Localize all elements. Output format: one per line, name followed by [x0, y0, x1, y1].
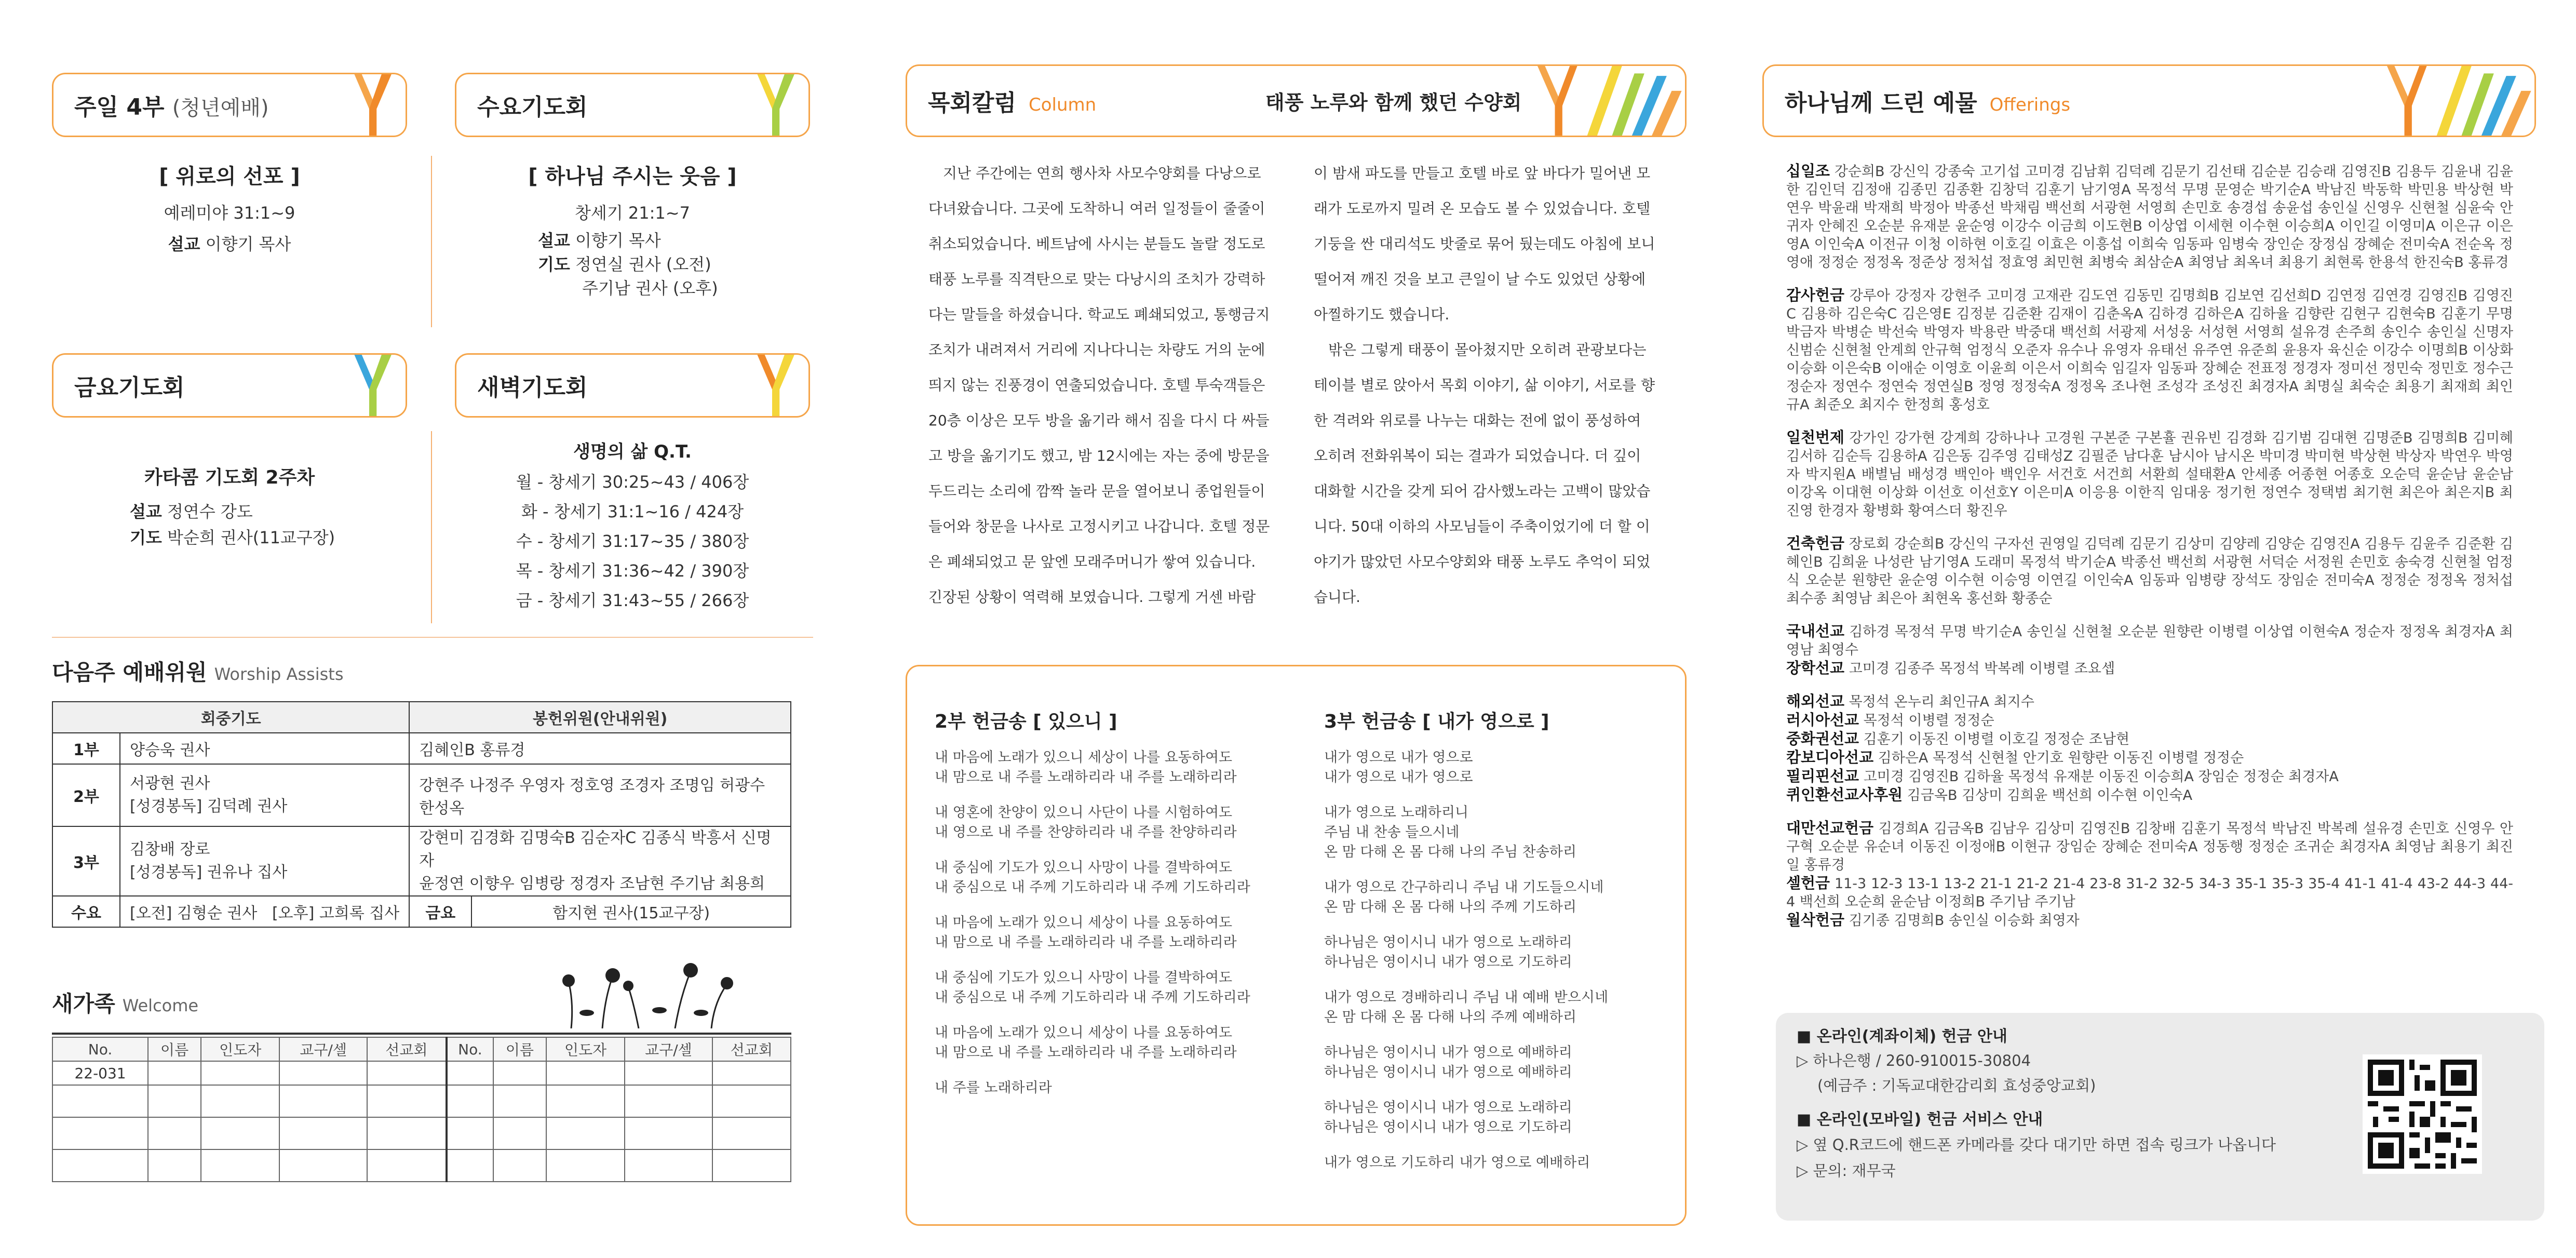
dawn-title: 새벽기도회 — [477, 374, 588, 401]
hymn-stanza — [935, 1078, 1298, 1098]
offering-type: 중화권선교 — [1786, 730, 1859, 747]
wed-value-cell: [오전] 김형순 권사 [오후] 고희록 집사 — [120, 896, 409, 927]
newfam-rule — [52, 1033, 791, 1035]
column-line: 다녀왔습니다. 그곳에 도착하니 여러 일정들이 줄줄이 — [928, 200, 1265, 217]
hymn-stanza — [1324, 803, 1677, 862]
offering-cell: 김혜인B 홍류경 — [409, 733, 791, 764]
offering-type: 감사헌금 — [1786, 286, 1845, 304]
wed-scripture: 창세기 21:1~7 — [575, 203, 690, 223]
column-headline: 태풍 노루와 함께 했던 수양회 — [1265, 91, 1522, 114]
col-header: 교구/셀 — [279, 1037, 367, 1061]
hymn-stanza — [935, 968, 1298, 1008]
stripe-logo-icon — [333, 355, 406, 416]
col-header: 선교회 — [712, 1037, 791, 1061]
preach-label: 설교 — [168, 234, 200, 254]
fri-body — [52, 457, 407, 551]
hymn-stanza — [935, 858, 1298, 898]
offering-names: 김금옥B 김상미 김희윤 백선희 이수현 이인숙A — [1907, 787, 2193, 804]
offer-list — [1786, 162, 2513, 930]
offering-type: 월삭헌금 — [1786, 911, 1845, 929]
table-row — [52, 733, 791, 764]
column-line: 지난 주간에는 연희 행사차 사모수양회를 다낭으로 — [943, 165, 1261, 182]
hymn-line: 하나님은 영이시니 내가 영으로 기도하리 — [1324, 954, 1572, 970]
offering-type: 국내선교 — [1786, 622, 1845, 640]
offering-type: 러시아선교 — [1786, 711, 1859, 729]
assist-header-prayer: 회중기도 — [52, 702, 409, 733]
prayer-name: 서광현 권사 — [130, 774, 210, 793]
offering-cell — [409, 826, 791, 896]
offering-type: 퀴인환선교사후원 — [1786, 786, 1903, 804]
offering-group — [1786, 748, 2513, 767]
offering-names: 윤정연 이향우 임병랑 정경자 조남현 주기남 최용희 — [419, 875, 765, 893]
column-line: 기둥을 싼 대리석도 밧줄로 묶어 뒀는데도 아침에 보니 — [1314, 235, 1655, 252]
fri-preacher: 정연수 강도 — [167, 502, 253, 521]
stripe-logo-icon — [1529, 66, 1685, 136]
bank-holder: (예금주 : 기독교대한감리회 효성중앙교회) — [1817, 1077, 2096, 1094]
column-line: 밖은 그렇게 태풍이 몰아쳤지만 오히려 관광보다는 — [1328, 341, 1647, 358]
assist-title-text: 다음주 예배위원 — [52, 660, 207, 685]
wed-preacher: 이향기 목사 — [575, 231, 661, 250]
offering-type: 장학선교 — [1786, 659, 1845, 677]
prayer-label: 기도 — [130, 528, 162, 547]
offering-type: 캄보디아선교 — [1786, 748, 1874, 766]
col-header: 선교회 — [367, 1037, 447, 1061]
offering-group — [1786, 534, 2513, 608]
col-header: 인도자 — [201, 1037, 279, 1061]
column-line: 은 폐쇄되었고 문 앞엔 모래주머니가 쌓여 있습니다. — [928, 553, 1256, 570]
offering-type: 해외선교 — [1786, 692, 1845, 710]
column-line: 긴장된 상황이 역력해 보였습니다. 그렇게 거센 바람 — [928, 588, 1256, 606]
hymn-stanza — [935, 913, 1298, 953]
hymn-line: 내가 영으로 내가 영으로 — [1324, 750, 1473, 766]
wed-sermon: [ 하나님 주시는 웃음 ] — [528, 165, 737, 189]
offering-names: 김기종 김명희B 송인실 이승화 최영자 — [1849, 913, 2080, 929]
service-cell: 3부 — [52, 826, 120, 896]
panel1-hdivider — [52, 637, 813, 638]
stripe-logo-icon — [736, 355, 808, 416]
table-row — [52, 1061, 791, 1085]
hymn-line: 내 맘으로 내 주를 노래하리라 내 주를 노래하리라 — [935, 934, 1237, 951]
offering-type: 대만선교헌금 — [1786, 819, 1874, 837]
service-cell: 1부 — [52, 733, 120, 764]
hymn-line: 하나님은 영이시니 내가 영으로 기도하리 — [1324, 1119, 1572, 1135]
dawn-item: 월 - 창세기 30:25~43 / 406장 — [516, 472, 749, 492]
offering-group — [1786, 286, 2513, 414]
hymn-stanza — [1324, 1043, 1677, 1082]
table-row — [52, 1085, 791, 1117]
panel1-vdivider — [431, 431, 432, 623]
prayer-cell — [120, 764, 409, 826]
contact-info: ▷ 문의: 재무국 — [1797, 1162, 1896, 1180]
hymn-stanza — [1324, 988, 1677, 1027]
offering-group — [1786, 874, 2513, 911]
offering-names: 강순희B 강신익 강종숙 고기섭 고미경 김남휘 김덕례 김문기 김선태 김순분 김승래 김영진B 김용두 김윤내 김윤한 김인덕 김정애 김종민 김종환 김창덕 김훈기 남기영A 목정석 무명 문영순 박기순A 박남진 박동학 박민용 박상현 박연우 박윤래 박재희 박정아 박종선 박채림 백선희 서광현 서영희 손민호 송경섭 송윤섭 송인실 신영우 신현철 심윤숙 안귀자 안혜진 오순분 유재분 윤순영 이강수 이금희 이도현B 이상엽 이세현 이수현 이승희A 이인길 이영미A 이은규 이은영A 이인숙A 이전규 이청 이하현 이호길 이효은 이흥섭 이희숙 임동파 임병숙 장인순 장정심 장혜순 전미숙A 전순옥 정영애 정정순 정정옥 정준상 정처섭 정효영 최민현 최병숙 최삼순A 최영남 최옥녀 최용기 최현록 한용석 한진숙B 홍류경 — [1786, 164, 2513, 271]
offering-group — [1786, 711, 2513, 730]
dawn-item: 수 - 창세기 31:17~35 / 380장 — [516, 531, 749, 551]
wed-prayer2: 주기남 권사 (오후) — [582, 278, 718, 298]
stripe-logo-icon — [333, 74, 406, 136]
offering-group — [1786, 730, 2513, 748]
table-row — [52, 1149, 791, 1182]
dawn-body — [455, 436, 810, 615]
hymn-line: 내 영혼에 찬양이 있으니 사단이 나를 시험하여도 — [935, 805, 1233, 821]
stripe-logo-icon — [736, 74, 808, 136]
flowers-icon — [556, 961, 753, 1028]
assist-title-en: Worship Assists — [214, 664, 344, 684]
hymn-stanza — [935, 803, 1298, 842]
offering-type: 십일조 — [1786, 162, 1830, 180]
column-header — [906, 64, 1687, 137]
offering-group — [1786, 767, 2513, 786]
col-header: 인도자 — [546, 1037, 625, 1061]
dawn-item: 목 - 창세기 31:36~42 / 390장 — [516, 561, 749, 581]
dawn-subject: 생명의 삶 Q.T. — [573, 441, 692, 462]
table-row — [52, 764, 791, 826]
column-line: 래가 도로까지 밀려 온 모습도 볼 수 있었습니다. 호텔 — [1314, 200, 1651, 217]
hymn3 — [1324, 706, 1677, 1188]
column-line: 아찔하기도 했습니다. — [1314, 306, 1450, 323]
offering-names: 강루아 강정자 강현주 고미경 고재관 김도연 김동민 김명희B 김보연 김선희D 김연정 김연경 김영진B 김영진C 김용하 김은숙C 김은영E 김정분 김준환 김재이 김춘옥A 김하경 김하은A 김하율 김향란 김현구 김현숙B 김훈기 무명 박금자 박병순 박선숙 박영자 박용란 박중대 백선희 서광제 서성웅 서성현 서영희 설유경 손주희 송인수 송인실 신명자 신범순 신현철 안계희 안규혁 엄정식 오준자 유수나 유영자 유태선 유주연 유준희 윤용자 육신순 이강수 이명희B 이상화 이승화 이은숙B 이애순 이영호 이윤희 이은서 이희숙 임길자 임동파 장혜순 전표정 정경자 정미선 정민숙 정민호 정수근 정순자 정연수 정연숙 정연실B 정영 정정숙A 정정옥 조나현 조성각 조성진 최경자A 최명실 최숙순 최용기 최재희 최인규A 최준오 최지수 한정희 홍성호 — [1786, 288, 2513, 413]
offering-names: 목정석 온누리 최인규A 최지수 — [1849, 694, 2034, 710]
assist-title — [52, 655, 343, 687]
offering-names: 김훈기 이동진 이병렬 이호길 정정순 조남현 — [1863, 731, 2130, 747]
hymn-stanza — [1324, 933, 1677, 972]
fri-label-cell: 금요 — [409, 896, 471, 927]
offering-group — [1786, 819, 2513, 874]
column-line: 두드리는 소리에 깜짝 놀라 문을 열어보니 종업원들이 — [928, 483, 1265, 500]
sunday-sermon: [ 위로의 선포 ] — [159, 165, 300, 189]
fri-header — [52, 353, 407, 418]
offering-names: 김경희A 김금옥B 김남우 김상미 김영진B 김창배 김훈기 목정석 박남진 박복례 설유경 손민호 신영우 안구혁 오순분 유순녀 이동진 이정애B 이현규 장임순 장혜순 전미숙A 정동행 정정순 조귀순 최경자A 최영남 최용기 최진일 홍류경 — [1786, 821, 2513, 873]
offer-header — [1762, 64, 2536, 137]
column-line: 니다. 50대 이하의 사모님들이 주축이었기에 더 할 이 — [1314, 518, 1650, 535]
sunday-preacher: 이향기 목사 — [205, 234, 291, 254]
panel1-vdivider — [431, 156, 432, 327]
sunday-body — [52, 161, 407, 260]
offering-names: 목정석 이병렬 정정순 — [1863, 713, 1994, 729]
offering-names: 장로회 강순희B 강신익 구자선 권영일 김덕례 김문기 김상미 김양레 김양순 김영진A 김용두 김윤주 김준환 김혜인B 김희윤 나성란 남기영A 도래미 목정석 박기순A 박종선 백선희 서광현 서덕순 서정원 손민호 송숙경 신현철 엄정식 오순분 원향란 윤순영 이수현 이승영 이연길 이인숙A 임동파 임병량 장석도 장임순 전미숙A 정정순 정정옥 정처섭 최수종 최영남 최은아 최현옥 홍선화 황종순 — [1786, 536, 2513, 607]
col-header: 교구/셀 — [625, 1037, 712, 1061]
newfam-title-en: Welcome — [122, 996, 199, 1015]
dawn-item: 금 - 창세기 31:43~55 / 266장 — [516, 591, 749, 610]
offer-title: 하나님께 드린 예물 — [1785, 90, 1977, 116]
hymn-line: 내가 영으로 내가 영으로 — [1324, 769, 1473, 785]
offering-group — [1786, 429, 2513, 520]
offering-names: 김하경 목정석 무명 박기순A 송인실 신현철 오순분 원향란 이병렬 이상엽 이현숙A 정순자 정정옥 최경자A 최영남 최영수 — [1786, 624, 2513, 658]
wed-prayer1: 정연실 권사 (오전) — [575, 255, 711, 274]
hymn-line: 하나님은 영이시니 내가 영으로 노래하리 — [1324, 934, 1572, 951]
column-line: 습니다. — [1314, 588, 1361, 606]
hymn-line: 내 주를 노래하리라 — [935, 1080, 1052, 1096]
hymn-line: 내 중심으로 내 주께 기도하리라 내 주께 기도하리라 — [935, 989, 1250, 1006]
prayer-label: 기도 — [538, 255, 570, 274]
column-line: 야기가 많았던 사모수양회와 태풍 노루도 추억이 되었 — [1314, 553, 1651, 570]
column-line: 띄지 않는 진풍경이 연출되었습니다. 호텔 투숙객들은 — [928, 377, 1265, 394]
sunday-subtitle: (청년예배) — [172, 96, 269, 120]
hymn-stanza — [935, 748, 1298, 787]
wed-label-cell: 수요 — [52, 896, 120, 927]
offering-type: 셀헌금 — [1786, 874, 1830, 892]
reader-name: [성경봉독] 권유나 집사 — [130, 863, 288, 881]
mobile-guide: ▷ 옆 Q.R코드에 핸드폰 카메라를 갖다 대기만 하면 접속 링크가 나옵니다 — [1797, 1136, 2276, 1154]
preach-label: 설교 — [130, 502, 162, 521]
hymn-line: 내 중심에 기도가 있으니 사망이 나를 결박하여도 — [935, 860, 1233, 876]
offering-group — [1786, 622, 2513, 659]
hymn-line: 내가 영으로 경배하리니 주님 내 예배 받으시네 — [1324, 989, 1609, 1006]
wed-header — [455, 73, 810, 137]
hymn3-title: 3부 헌금송 [ 내가 영으로 ] — [1324, 711, 1549, 732]
offering-names: 강가인 강가현 강계희 강하나나 고경원 구본준 구본휼 권유빈 김경화 김기범 김대현 김명준B 김명희B 김미혜 김서하 김순득 김용하A 김은동 김주영 김태성Z 김필준 남다훈 남시아 남시온 박미경 박미현 박상현 박상자 박연우 박영자 박지원A 배별님 배성경 백인아 백인우 서건호 서건희 서환희 설태환A 안세종 어종현 어종호 오순덕 윤순남 윤순남 이강옥 이대현 이상화 이선호 이선호Y 이은미A 이응용 이한직 임대웅 정기헌 정연수 정택범 최기현 최은아 최은지B 최진영 한경자 황병화 황여스더 황진우 — [1786, 430, 2513, 519]
column-line: 대화할 시간을 갖게 되어 감사했노라는 고백이 많았습 — [1314, 483, 1651, 500]
hymn-line: 내 마음에 노래가 있으니 세상이 나를 요동하여도 — [935, 915, 1233, 931]
offering-names: 11-3 12-3 13-1 13-2 21-1 21-2 21-4 23-8 31-2 32-5 34-3 35-1 35-3 35-4 41-1 41-4 43-2 44-3 44-4 백선희 오순희 윤순남 이정희B 주기남 주기남 — [1786, 876, 2513, 910]
column-right — [1314, 156, 1667, 615]
column-line: 조치가 내려져서 거리에 지나다니는 차량도 거의 눈에 — [928, 341, 1265, 358]
hymn-line: 내가 영으로 간구하리니 주님 내 기도들으시네 — [1324, 879, 1604, 895]
offering-names: 고미경 김영진B 김하율 목정석 유재분 이동진 이승희A 장임순 정정순 최경자A — [1863, 769, 2339, 785]
column-line: 한 격려와 위로를 나누는 대화는 전에 없이 풍성하여 — [1314, 412, 1641, 429]
assist-table — [52, 701, 791, 928]
column-line: 고 방을 옮기기도 했고, 밤 12시에는 자는 중에 방문을 — [928, 447, 1270, 464]
offering-names: 고미경 김종주 목정석 박복례 이병렬 조요셉 — [1849, 661, 2115, 677]
hymn-line: 내가 영으로 기도하리 내가 영으로 예배하리 — [1324, 1155, 1590, 1171]
hymn-line: 내 마음에 노래가 있으니 세상이 나를 요동하여도 — [935, 750, 1233, 766]
sunday-title: 주일 4부 — [74, 94, 165, 121]
offering-type: 일천번제 — [1786, 429, 1845, 446]
dawn-header — [455, 353, 810, 418]
hymn-line: 주님 내 찬송 들으시네 — [1324, 824, 1460, 840]
col-header: No. — [447, 1037, 493, 1061]
mobile-heading: ■ 온라인(모바일) 헌금 서비스 안내 — [1797, 1110, 2043, 1129]
table-row — [52, 896, 791, 927]
hymn-line: 하나님은 영이시니 내가 영으로 예배하리 — [1324, 1064, 1572, 1080]
assist-header-offering: 봉헌위원(안내위원) — [409, 702, 791, 733]
bank-heading: ■ 온라인(계좌이체) 헌금 안내 — [1797, 1027, 2007, 1046]
col-header: No. — [52, 1037, 148, 1061]
hymn2 — [935, 706, 1298, 1114]
column-line: 들어와 창문을 나사로 고정시키고 나갑니다. 호텔 정문 — [928, 518, 1270, 535]
service-cell: 2부 — [52, 764, 120, 826]
offering-group — [1786, 162, 2513, 272]
fri-value-cell: 함지현 권사(15교구장) — [471, 896, 791, 927]
table-row — [52, 1117, 791, 1149]
fri-title: 금요기도회 — [74, 374, 185, 401]
hymn-line: 하나님은 영이시니 내가 영으로 노래하리 — [1324, 1100, 1572, 1116]
col-header: 이름 — [493, 1037, 546, 1061]
hymn-stanza — [1324, 1098, 1677, 1137]
hymn-line: 내 중심으로 내 주께 기도하리라 내 주께 기도하리라 — [935, 879, 1250, 895]
column-line: 떨어져 깨진 것을 보고 큰일이 날 수도 있었던 상황에 — [1314, 271, 1646, 288]
bank-account: ▷ 하나은행 / 260-910015-30804 — [1797, 1052, 2031, 1069]
wed-body — [455, 161, 810, 300]
newfam-no: 22-031 — [52, 1061, 148, 1085]
hymn2-title: 2부 헌금송 [ 있으니 ] — [935, 711, 1117, 732]
column-line: 다는 말들을 하셨습니다. 학교도 폐쇄되었고, 통행금지 — [928, 306, 1270, 323]
offer-title-en: Offerings — [1989, 95, 2071, 115]
prayer-cell: 양승욱 권사 — [120, 733, 409, 764]
column-line: 20층 이상은 모두 방을 옮기라 해서 짐을 다시 다 싸들 — [928, 412, 1270, 429]
dawn-item: 화 - 창세기 31:1~16 / 424장 — [521, 502, 744, 521]
stripe-logo-icon — [2379, 66, 2534, 136]
column-title: 목회칼럼 — [928, 90, 1017, 116]
offering-names: 강현미 김경화 김명숙B 김순자C 김종식 박흥서 신명자 — [419, 829, 772, 870]
newfam-title — [52, 987, 198, 1018]
column-title-en: Column — [1029, 95, 1097, 115]
hymn-stanza — [1324, 748, 1677, 787]
wed-title: 수요기도회 — [477, 94, 588, 121]
offering-group — [1786, 911, 2513, 930]
offering-names: 김하은A 목정석 신현철 안기호 원향란 이동진 이병렬 정정순 — [1878, 750, 2244, 766]
offering-group — [1786, 786, 2513, 805]
column-line: 태풍 노루를 직격탄으로 맞는 다낭시의 조치가 강력하 — [928, 271, 1265, 288]
hymn-line: 온 맘 다해 온 몸 다해 나의 주께 기도하리 — [1324, 899, 1576, 915]
column-line: 이 밤새 파도를 만들고 호텔 바로 앞 바다가 밀어낸 모 — [1314, 165, 1651, 182]
hymn-line: 온 맘 다해 온 몸 다해 나의 주께 예배하리 — [1324, 1009, 1576, 1025]
hymn-line: 내 맘으로 내 주를 노래하리라 내 주를 노래하리라 — [935, 769, 1237, 785]
column-left — [928, 156, 1282, 615]
hymn-line: 내 맘으로 내 주를 노래하리라 내 주를 노래하리라 — [935, 1045, 1237, 1061]
offering-group — [1786, 692, 2513, 711]
fri-subject: 카타콤 기도회 2주차 — [144, 467, 315, 488]
offering-cell: 강현주 나정주 우영자 정호영 조경자 조명임 허광수 한성옥 — [409, 764, 791, 826]
sunday-header — [52, 73, 407, 137]
hymn-stanza — [1324, 878, 1677, 917]
hymn-line: 온 맘 다해 온 몸 다해 나의 주님 찬송하리 — [1324, 844, 1576, 860]
sunday-scripture: 예레미야 31:1~9 — [164, 203, 295, 223]
column-line: 오히려 전화위복이 되는 결과가 되었습니다. 더 깊이 — [1314, 447, 1641, 464]
preach-label: 설교 — [538, 231, 570, 250]
table-row — [52, 826, 791, 896]
column-line: 취소되었습니다. 베트남에 사시는 분들도 놀랄 정도로 — [928, 235, 1265, 252]
hymn-stanza — [935, 1023, 1298, 1063]
column-line: 테이블 별로 앉아서 목회 이야기, 삶 이야기, 서로를 향 — [1314, 377, 1655, 394]
hymn-line: 내가 영으로 노래하리니 — [1324, 805, 1468, 821]
offering-type: 건축헌금 — [1786, 534, 1845, 552]
hymn-stanza — [1324, 1153, 1677, 1173]
newfam-title-text: 새가족 — [52, 991, 115, 1016]
qr-code-icon[interactable] — [2363, 1054, 2482, 1174]
offering-group — [1786, 659, 2513, 678]
prayer-name: 김창배 장로 — [130, 840, 210, 859]
hymn-line: 내 중심에 기도가 있으니 사망이 나를 결박하여도 — [935, 970, 1233, 986]
prayer-cell — [120, 826, 409, 896]
hymn-line: 내 마음에 노래가 있으니 세상이 나를 요동하여도 — [935, 1025, 1233, 1041]
hymn-line: 내 영으로 내 주를 찬양하리라 내 주를 찬양하리라 — [935, 824, 1237, 840]
newfam-table — [52, 1037, 791, 1182]
hymn-line: 하나님은 영이시니 내가 영으로 예배하리 — [1324, 1045, 1572, 1061]
fri-prayer: 박순희 권사(11교구장) — [167, 528, 335, 547]
giving-box — [1776, 1013, 2544, 1221]
col-header: 이름 — [148, 1037, 201, 1061]
offering-type: 필리핀선교 — [1786, 767, 1859, 785]
reader-name: [성경봉독] 김덕례 권사 — [130, 797, 288, 815]
